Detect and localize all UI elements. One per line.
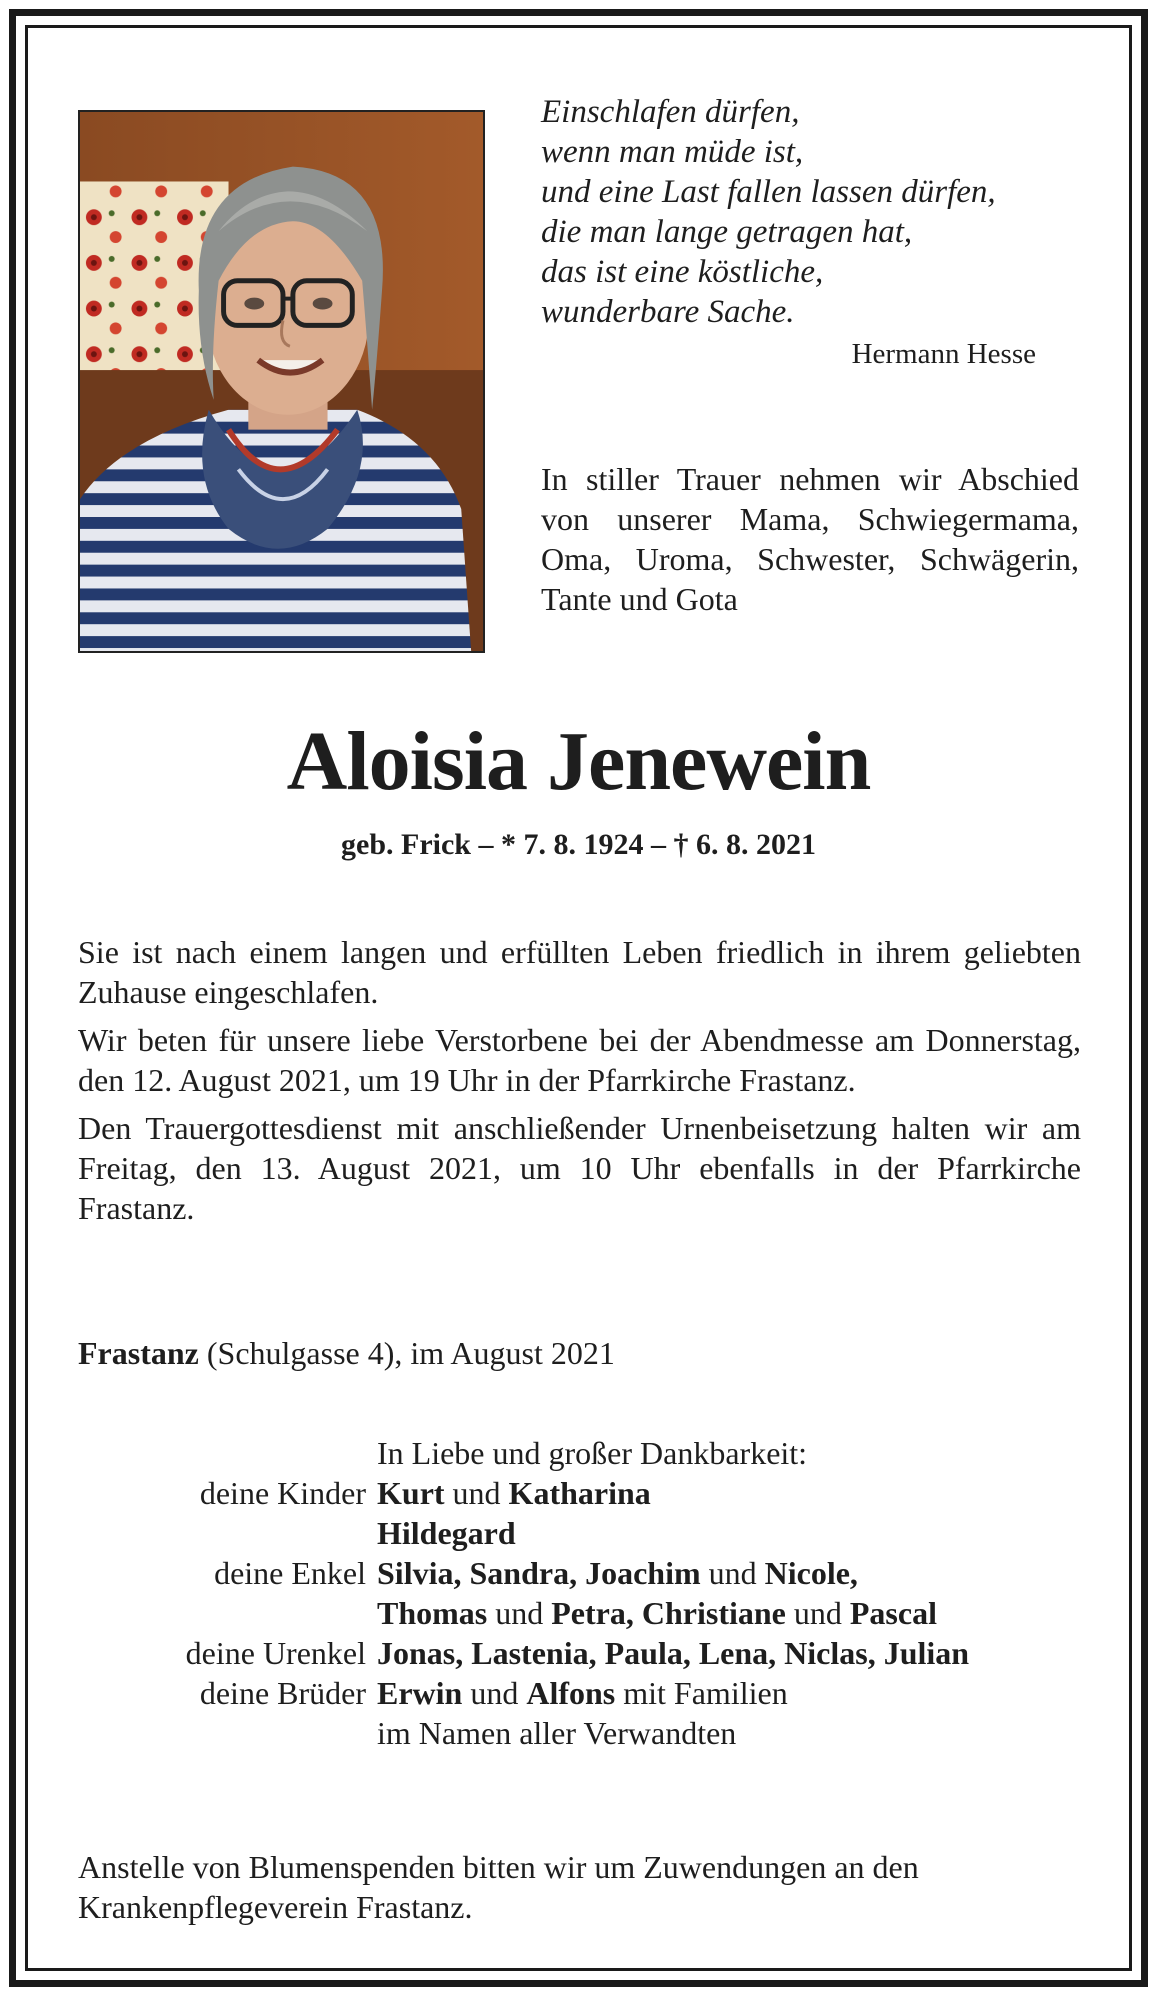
- family-row-children: deine Kinder Kurt und Katharina: [78, 1473, 1081, 1513]
- quote: [541, 92, 1081, 332]
- family-relatives: im Namen aller Verwandten: [377, 1715, 737, 1751]
- quote-line: wenn man müde ist,: [541, 134, 804, 170]
- place-rest: (Schulgasse 4), im August 2021: [198, 1335, 615, 1371]
- mourning-intro: In stiller Trauer nehmen wir Abschied von unserer Mama, Schwiegermama, Oma, Uroma, Schwester, Schwägerin, Tante und Gota: [541, 461, 1079, 617]
- family-heading: In Liebe und großer Dankbarkeit:: [377, 1435, 808, 1471]
- family-member: Jonas, Lastenia, Paula, Lena, Niclas, Julian: [377, 1635, 970, 1671]
- place-date: [78, 1333, 615, 1373]
- family-label: deine Brüder: [199, 1675, 366, 1711]
- body-paragraph: Sie ist nach einem langen und erfüllten Leben friedlich in ihrem geliebten Zuhause eingeschlafen.: [78, 934, 1081, 1010]
- quote-author: Hermann Hesse: [851, 338, 1036, 370]
- body-paragraph: Den Trauergottesdienst mit anschließender Urnenbeisetzung halten wir am Freitag, den 13. August 2021, um 10 Uhr ebenfalls in der Pfarrkirche Frastanz.: [78, 1110, 1081, 1226]
- family-row-great-grandchildren: [78, 1633, 1081, 1673]
- place-town: Frastanz: [78, 1335, 199, 1371]
- family-row-brothers: deine Brüder Erwin und Alfons mit Familien: [78, 1673, 1081, 1713]
- family-row-grandchildren: deine Enkel Silvia, Sandra, Joachim und Nicole,: [78, 1553, 1081, 1593]
- quote-line: das ist eine köstliche,: [541, 254, 824, 290]
- family-member: Thomas: [377, 1595, 488, 1631]
- announcement-body: [78, 932, 1081, 1236]
- family-row-children-cont: [78, 1513, 1081, 1553]
- family-member: Katharina: [508, 1475, 651, 1511]
- family-row-relatives: [78, 1713, 1081, 1753]
- family-member: Pascal: [849, 1595, 937, 1631]
- family-member: Erwin: [377, 1675, 463, 1711]
- quote-line: und eine Last fallen lassen dürfen,: [541, 174, 996, 210]
- family-heading-row: [78, 1433, 1081, 1473]
- portrait-illustration: [80, 112, 483, 651]
- family-row-grandchildren-cont: Thomas und Petra, Christiane und Pascal: [377, 1595, 937, 1631]
- portrait-photo: [78, 110, 485, 653]
- family-member: Nicole,: [764, 1555, 858, 1591]
- deceased-name: Aloisia Jenewein: [286, 715, 871, 808]
- quote-line: Einschlafen dürfen,: [541, 94, 800, 130]
- family-label: deine Urenkel: [185, 1635, 366, 1671]
- family-member: Kurt: [377, 1475, 445, 1511]
- family-label: deine Enkel: [214, 1555, 366, 1591]
- family-member: Hildegard: [377, 1515, 516, 1551]
- family-list: [78, 1433, 1081, 1753]
- family-member: Petra, Christiane: [551, 1595, 786, 1631]
- family-label: deine Kinder: [199, 1475, 366, 1511]
- family-member: Alfons: [526, 1675, 616, 1711]
- body-paragraph: Wir beten für unsere liebe Verstorbene bei der Abendmesse am Donnerstag, den 12. August 2021, um 19 Uhr in der Pfarrkirche Frastanz.: [78, 1022, 1081, 1098]
- quote-line: die man lange getragen hat,: [541, 214, 913, 250]
- family-member: Silvia, Sandra, Joachim: [377, 1555, 701, 1591]
- deceased-dates: geb. Frick – * 7. 8. 1924 – † 6. 8. 2021: [341, 828, 816, 861]
- quote-line: wunderbare Sache.: [541, 294, 795, 330]
- donation-note: Anstelle von Blumenspenden bitten wir um Zuwendungen an den Krankenpflegeverein Frastanz.: [78, 1849, 919, 1925]
